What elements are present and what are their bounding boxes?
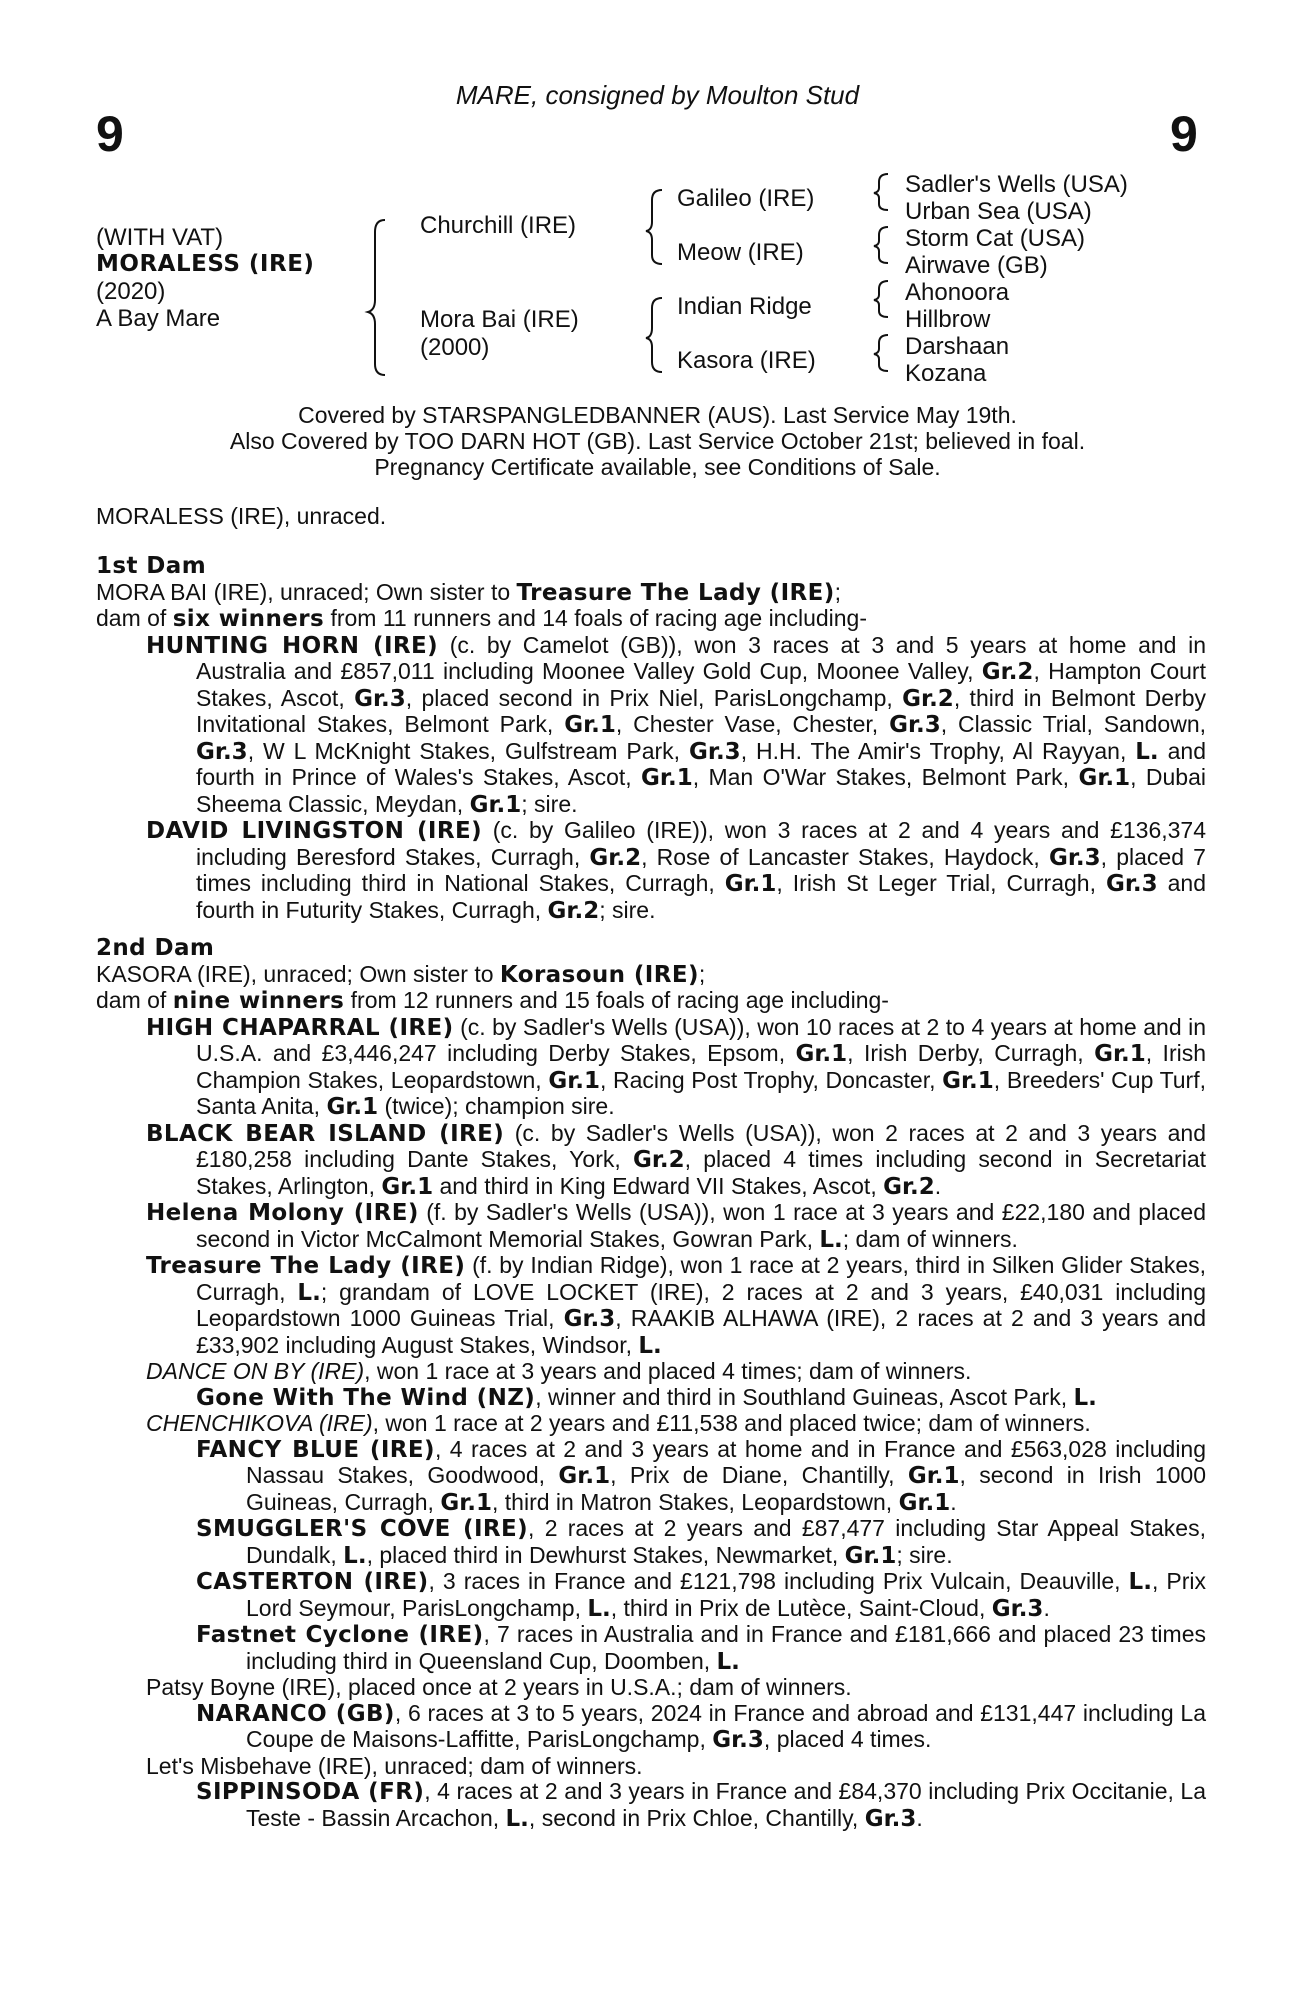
produce-entry [96, 1622, 1206, 1675]
first-dam-section [96, 554, 1206, 924]
produce-record: , 4 races at 2 and 3 years in France and £84,370 including Prix Occitanie, La Teste - Bassin Arcachon, L., second in Prix Chloe, Chantilly, Gr.3. [246, 1778, 1206, 1832]
produce-record: , placed once at 2 years in U.S.A.; dam of winners. [335, 1674, 852, 1700]
g3-4: Airwave (GB) [905, 252, 1048, 279]
second-dam-entries [96, 1015, 1206, 1833]
dam-year: (2000) [420, 334, 490, 361]
produce-record: , unraced; dam of winners. [371, 1752, 643, 1779]
produce-name: Patsy Boyne (IRE) [146, 1674, 336, 1700]
produce-name: BLACK BEAR ISLAND (IRE) [146, 1120, 505, 1147]
sale-header: MARE, consigned by Moulton Stud [455, 80, 860, 110]
g3-8: Kozana [905, 360, 987, 387]
horse-summary: MORALESS (IRE), unraced. [96, 503, 387, 529]
produce-record: (c. by Sadler's Wells (USA)), won 2 races at 2 and 3 years and £180,258 including Dante Stakes, York, Gr.2, placed 4 times including second in Secretariat Stakes, Arlington, Gr.1 and third in King Edward VII Stakes, Ascot, Gr.2. [196, 1119, 1207, 1200]
produce-name: SIPPINSODA (FR) [196, 1779, 425, 1805]
first-dam-heading: 1st Dam [96, 553, 207, 579]
produce-entry [96, 633, 1206, 819]
produce-name: FANCY BLUE (IRE) [196, 1436, 435, 1463]
produce-name: Treasure The Lady (IRE) [146, 1253, 466, 1279]
produce-entry [96, 1437, 1206, 1517]
produce-name: DANCE ON BY (IRE) [146, 1358, 365, 1384]
produce-name: HUNTING HORN (IRE) [146, 632, 439, 659]
produce-entry [96, 1015, 1206, 1121]
g3-2: Urban Sea (USA) [905, 198, 1092, 225]
produce-entry [96, 1675, 1206, 1701]
sire-sire: Galileo (IRE) [677, 185, 815, 212]
produce-name: CHENCHIKOVA (IRE) [146, 1410, 373, 1436]
lot-number-right: 9 [1170, 106, 1198, 162]
g3-5: Ahonoora [905, 279, 1010, 306]
covering-info [0, 402, 1315, 480]
dam-sire: Indian Ridge [677, 293, 812, 320]
lot-number-left: 9 [96, 106, 124, 162]
horse-name: MORALESS (IRE) [96, 251, 315, 277]
produce-name: HIGH CHAPARRAL (IRE) [146, 1014, 454, 1041]
produce-name: Let's Misbehave (IRE) [146, 1752, 372, 1779]
g3-7: Darshaan [905, 333, 1010, 360]
produce-name: DAVID LIVINGSTON (IRE) [146, 818, 482, 844]
produce-record: (c. by Sadler's Wells (USA)), won 10 races at 2 to 4 years at home and in U.S.A. and £3,446,247 including Derby Stakes, Epsom, Gr.1, Irish Derby, Curragh, Gr.1, Irish Champion Stakes, Leopardstown, Gr.1, Racing Post Trophy, Doncaster, Gr.1, Breeders' Cup Turf, Santa Anita, Gr.1 (twice); champion sire. [196, 1013, 1207, 1120]
covering-line: Pregnancy Certificate available, see Conditions of Sale. [374, 454, 941, 480]
produce-entry [96, 1701, 1206, 1754]
pedigree-brackets [0, 0, 1315, 400]
produce-record: (f. by Sadler's Wells (USA)), won 1 race at 3 years and £22,180 and placed second in Victor McCalmont Memorial Stakes, Gowran Park, L.; dam of winners. [196, 1199, 1207, 1253]
covering-line: Covered by STARSPANGLEDBANNER (AUS). Last Service May 19th. [298, 402, 1017, 428]
produce-record: , 7 races in Australia and in France and £181,666 and placed 23 times including third in Queensland Cup, Doomben, L. [246, 1621, 1206, 1675]
produce-entry [96, 1411, 1206, 1437]
produce-entry [96, 1754, 1206, 1780]
produce-name: CASTERTON (IRE) [196, 1569, 429, 1595]
g3-1: Sadler's Wells (USA) [905, 171, 1128, 198]
produce-entry [96, 1200, 1206, 1253]
second-dam-section [96, 936, 1206, 1832]
produce-record: , won 1 race at 3 years and placed 4 times; dam of winners. [364, 1358, 972, 1384]
produce-entry [96, 1779, 1206, 1832]
produce-name: Gone With The Wind (NZ) [196, 1384, 536, 1411]
second-dam-produce-summary: dam of nine winners from 12 runners and 15 foals of racing age including- [96, 987, 889, 1014]
produce-record: , 4 races at 2 and 3 years at home and in France and £563,028 including Nassau Stakes, Goodwood, Gr.1, Prix de Diane, Chantilly, Gr.1, second in Irish 1000 Guineas, Curragh, Gr.1, third in Matron Stakes, Leopardstown, Gr.1. [246, 1435, 1207, 1516]
first-dam-line: MORA BAI (IRE), unraced; Own sister to Treasure The Lady (IRE); [96, 578, 842, 606]
produce-name: NARANCO (GB) [196, 1700, 395, 1727]
produce-record: , winner and third in Southland Guineas, Ascot Park, L. [535, 1383, 1097, 1411]
g3-6: Hillbrow [905, 306, 991, 333]
produce-entry [96, 1569, 1206, 1622]
second-dam-line: KASORA (IRE), unraced; Own sister to Korasoun (IRE); [96, 960, 706, 988]
produce-record: , 2 races at 2 years and £87,477 including Star Appeal Stakes, Dundalk, L., placed third in Dewhurst Stakes, Newmarket, Gr.1; sire. [246, 1515, 1206, 1569]
produce-entry [96, 1121, 1206, 1201]
sire: Churchill (IRE) [420, 212, 577, 239]
first-dam-entries [96, 633, 1206, 925]
produce-entry [96, 1385, 1206, 1412]
produce-record: (f. by Indian Ridge), won 1 race at 2 years, third in Silken Glider Stakes, Curragh, L.; grandam of LOVE LOCKET (IRE), 2 races at 2 and 3 years, £40,031 including Leopardstown 1000 Guineas Trial, Gr.3, RAAKIB ALHAWA (IRE), 2 races at 2 and 3 years and £33,902 including August Stakes, Windsor, L. [196, 1252, 1207, 1359]
produce-name: Helena Molony (IRE) [146, 1200, 419, 1226]
produce-record: , won 1 race at 2 years and £11,538 and placed twice; dam of winners. [372, 1410, 1091, 1436]
g3-3: Storm Cat (USA) [905, 225, 1086, 252]
horse-description: A Bay Mare [96, 305, 221, 332]
produce-record: , 6 races at 3 to 5 years, 2024 in France and abroad and £131,447 including La Coupe de Maisons-Laffitte, ParisLongchamp, Gr.3, placed 4 times. [246, 1699, 1207, 1753]
produce-entry [96, 818, 1206, 924]
produce-name: Fastnet Cyclone (IRE) [196, 1622, 484, 1648]
covering-line: Also Covered by TOO DARN HOT (GB). Last Service October 21st; believed in foal. [229, 428, 1086, 454]
produce-name: SMUGGLER'S COVE (IRE) [196, 1516, 529, 1542]
produce-entry [96, 1516, 1206, 1569]
dam: Mora Bai (IRE) [420, 306, 579, 333]
produce-record: , 3 races in France and £121,798 including Prix Vulcain, Deauville, L., Prix Lord Seymour, ParisLongchamp, L., third in Prix de Lutèce, Saint-Cloud, Gr.3. [246, 1568, 1206, 1622]
produce-entry [96, 1359, 1206, 1385]
produce-record: (c. by Galileo (IRE)), won 3 races at 2 and 4 years and £136,374 including Beresford Stakes, Curragh, Gr.2, Rose of Lancaster Stakes, Haydock, Gr.3, placed 7 times including third in National Stakes, Curragh, Gr.1, Irish St Leger Trial, Curragh, Gr.3 and fourth in Futurity Stakes, Curragh, Gr.2; sire. [196, 817, 1206, 924]
vat-note: (WITH VAT) [96, 224, 224, 251]
produce-record: (c. by Camelot (GB)), won 3 races at 3 and 5 years at home and in Australia and £857,011 including Moonee Valley Gold Cup, Moonee Valley, Gr.2, Hampton Court Stakes, Ascot, Gr.3, placed second in Prix Niel, ParisLongchamp, Gr.2, third in Belmont Derby Invitational Stakes, Belmont Park, Gr.1, Chester Vase, Chester, Gr.3, Classic Trial, Sandown, Gr.3, W L McKnight Stakes, Gulfstream Park, Gr.3, H.H. The Amir's Trophy, Al Rayyan, L. and fourth in Prince of Wales's Stakes, Ascot, Gr.1, Man O'War Stakes, Belmont Park, Gr.1, Dubai Sheema Classic, Meydan, Gr.1; sire. [196, 631, 1207, 818]
second-dam-heading: 2nd Dam [96, 935, 215, 961]
produce-entry [96, 1253, 1206, 1359]
first-dam-produce-summary: dam of six winners from 11 runners and 14 foals of racing age including- [96, 605, 868, 632]
dam-dam: Kasora (IRE) [677, 347, 816, 374]
horse-year: (2020) [96, 278, 166, 305]
sire-dam: Meow (IRE) [677, 239, 804, 266]
